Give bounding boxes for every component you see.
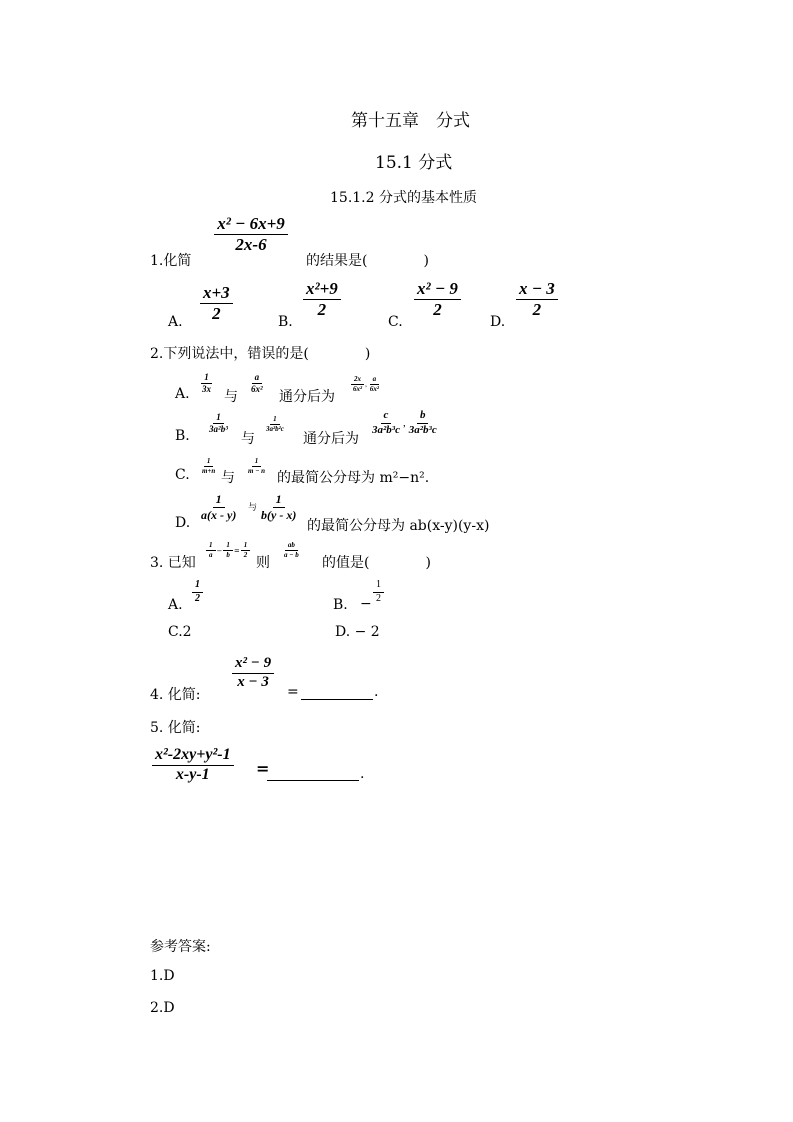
q2-a-fraction-1 (199, 373, 214, 395)
q5-denominator: x-y-1 (175, 765, 210, 783)
q5-prefix: 5. 化简: (150, 720, 201, 736)
q1-expr-numerator: x² − 6x+9 (214, 215, 288, 235)
q2-c-f2-numerator: 1 (252, 458, 262, 467)
q1-option-c-numerator: x² − 9 (414, 280, 461, 300)
q4-equals: = (287, 684, 299, 700)
q2-c-fraction-1 (199, 456, 218, 475)
q2-b-mid-text: 通分后为 (303, 431, 359, 447)
section-title: 15.1 分式 (375, 153, 453, 173)
q1-option-b-label: B. (278, 314, 293, 330)
q3-equals-sign: = (233, 546, 240, 555)
q2-d-conjunction: 与 (248, 503, 258, 513)
q2-a-fraction-2 (248, 373, 266, 395)
q3-option-b-numerator: 1 (373, 580, 384, 593)
q2-d-fraction-2 (258, 493, 299, 521)
q2-a-f2-denominator: 6x² (251, 384, 263, 395)
q1-option-d (516, 280, 558, 319)
q1-option-c-denominator: 2 (433, 299, 442, 319)
q1-prefix: 1.化简 (150, 253, 192, 269)
q3-option-b (373, 580, 384, 604)
q1-expression (208, 215, 294, 254)
q2-a-mid-text: 通分后为 (279, 389, 335, 405)
q1-expr-denominator: 2x-6 (235, 234, 267, 254)
q1-option-c (414, 280, 461, 319)
q2-b-f2-numerator: 1 (270, 416, 280, 425)
q3-target-denominator: a − b (284, 551, 299, 559)
q2-a-conjunction: 与 (224, 389, 238, 405)
q3-option-b-denominator: 2 (376, 592, 381, 604)
q1-option-c-label: C. (388, 314, 403, 330)
chapter-title: 第十五章 分式 (351, 111, 470, 131)
q2-d-f2-denominator: b(y - x) (261, 507, 297, 522)
q1-option-b-numerator: x²+9 (303, 280, 341, 300)
q3-minus-sign: − (216, 546, 223, 555)
q1-option-a-label: A. (168, 314, 183, 330)
q2-c-f2-denominator: m − n (248, 467, 266, 475)
q2-d-fraction-1 (198, 493, 239, 521)
q2-c-f1-numerator: 1 (204, 458, 214, 467)
q5-numerator: x²-2xy+y²-1 (152, 747, 234, 766)
q5-equals: = (256, 759, 270, 778)
q2-d-f2-numerator: 1 (273, 493, 285, 508)
q5-period: . (360, 766, 365, 782)
q2-b-fraction-1 (206, 413, 231, 435)
q2-b-r2-numerator: b (417, 410, 429, 424)
q4-answer-blank[interactable] (301, 684, 373, 699)
q1-option-b-denominator: 2 (317, 299, 327, 319)
q3-option-a-numerator: 1 (192, 580, 203, 593)
q2-a-comma: , (365, 380, 367, 389)
q3-prefix: 3. 已知 (150, 555, 196, 571)
q1-option-d-label: D. (490, 314, 506, 330)
answer-item-1: 1.D (150, 968, 175, 984)
q2-a-r1-numerator: 2x (351, 376, 364, 385)
q2-b-r2-denominator: 3a²b³c (408, 423, 437, 436)
q2-stem: 2.下列说法中，错误的是( ) (150, 346, 371, 362)
q2-a-f2-numerator: a (252, 373, 263, 384)
q1-option-a-numerator: x+3 (200, 284, 233, 304)
q3-c3-numerator: 1 (241, 542, 251, 551)
q3-c1-numerator: 1 (206, 542, 216, 551)
q2-d-f1-numerator: 1 (213, 493, 225, 508)
q2-d-label: D. (175, 515, 191, 531)
q1-option-a-denominator: 2 (212, 303, 221, 323)
q2-b-r1-numerator: c (381, 410, 392, 424)
q5-answer-blank[interactable] (267, 763, 359, 780)
q3-condition (206, 540, 250, 559)
q2-b-f1-numerator: 1 (213, 413, 224, 424)
q2-a-r2-numerator: a (370, 376, 380, 385)
q2-a-f1-numerator: 1 (201, 373, 212, 384)
q3-target-fraction (281, 540, 302, 559)
q2-c-label: C. (175, 467, 190, 483)
q2-b-conjunction: 与 (241, 431, 255, 447)
q2-d-text: 的最简公分母为 ab(x-y)(y-x) (307, 518, 490, 534)
q3-option-c: C.2 (168, 624, 192, 640)
q3-option-a-denominator: 2 (195, 592, 200, 604)
q2-b-r1-denominator: 3a²b³c (372, 423, 400, 436)
q2-c-f1-denominator: m+n (202, 467, 216, 475)
q3-c2-numerator: 1 (223, 542, 233, 551)
subsection-title: 15.1.2 分式的基本性质 (330, 190, 477, 206)
q1-option-b (303, 280, 341, 319)
q3-suffix: 的值是( ) (322, 555, 431, 571)
answers-title: 参考答案: (150, 939, 211, 955)
q1-option-a (200, 284, 233, 323)
q3-c3-denominator: 2 (243, 551, 248, 559)
q1-suffix: 的结果是( ) (306, 253, 429, 269)
q3-option-b-sign: − (360, 596, 372, 612)
q2-d-f1-denominator: a(x - y) (201, 507, 237, 522)
q2-b-f2-denominator: 3a²b²c (266, 425, 284, 433)
q2-a-label: A. (175, 386, 190, 402)
q4-prefix: 4. 化简: (150, 687, 201, 703)
q3-option-b-label: B. (333, 597, 348, 613)
q2-b-result (369, 410, 440, 436)
q3-option-d: D. − 2 (335, 624, 380, 640)
q1-option-d-numerator: x − 3 (516, 280, 558, 300)
q2-b-comma: , (402, 417, 406, 430)
q4-numerator: x² − 9 (232, 656, 274, 674)
q4-denominator: x − 3 (237, 673, 269, 690)
q1-option-d-denominator: 2 (532, 299, 542, 319)
q3-then: 则 (256, 555, 270, 571)
q3-option-a-label: A. (168, 597, 183, 613)
q2-c-conjunction: 与 (221, 470, 235, 486)
q2-b-f1-denominator: 3a²b³ (209, 424, 228, 435)
q4-period: . (374, 684, 379, 700)
q3-c2-denominator: b (226, 551, 230, 559)
q3-c1-denominator: a (209, 551, 213, 559)
q2-a-r1-denominator: 6x² (353, 385, 363, 393)
q4-expression (232, 656, 274, 691)
q2-a-result (350, 374, 382, 393)
q2-b-label: B. (175, 428, 190, 444)
q3-target-numerator: ab (285, 542, 298, 551)
q2-a-f1-denominator: 3x (202, 384, 211, 395)
q2-c-fraction-2 (245, 456, 268, 475)
answer-item-2: 2.D (150, 1000, 175, 1016)
q2-b-fraction-2 (263, 414, 287, 433)
q2-c-text: 的最简公分母为 m²−n². (277, 470, 430, 486)
q5-expression (152, 747, 234, 784)
q2-a-r2-denominator: 6x² (369, 385, 379, 393)
q3-option-a (192, 580, 203, 604)
